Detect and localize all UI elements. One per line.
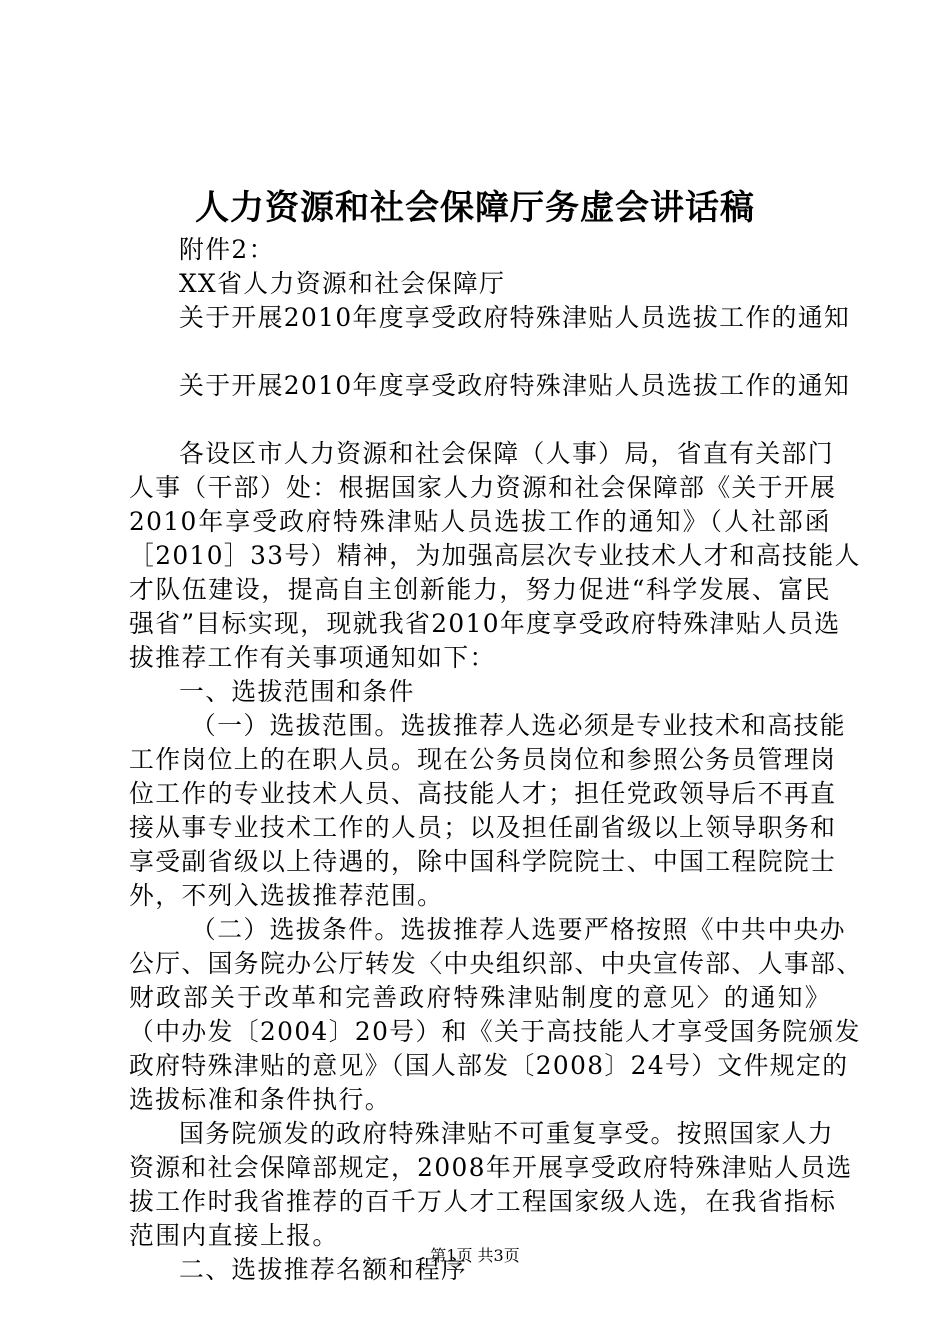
paragraph-line: 财政部关于改革和完善政府特殊津贴制度的意见〉的通知》 xyxy=(129,983,831,1012)
paragraph-line: 强省”目标实现，现就我省2010年度享受政府特殊津贴人员选 xyxy=(129,609,841,638)
paragraph-line: 各设区市人力资源和社会保障（人事）局，省直有关部门 xyxy=(179,439,834,468)
paragraph-allowance xyxy=(129,1117,853,1253)
paragraph-line: 拔工作时我省推荐的百千万人才工程国家级人选，在我省指标 xyxy=(129,1187,837,1216)
spacer xyxy=(129,335,831,369)
issuing-department: XX省人力资源和社会保障厅 xyxy=(179,269,506,298)
spacer xyxy=(129,403,831,437)
paragraph-line: （二）选拔条件。选拔推荐人选要严格按照《中共中央办 xyxy=(191,915,846,944)
paragraph-line: 政府特殊津贴的意见》（国人部发〔2008〕24号）文件规定的 xyxy=(129,1051,849,1080)
paragraph-line: 2010年享受政府特殊津贴人员选拔工作的通知》（人社部函 xyxy=(129,507,831,536)
document-title: 人力资源和社会保障厅务虚会讲话稿 xyxy=(195,188,755,228)
paragraph-line: 位工作的专业技术人员、高技能人才；担任党政领导后不再直 xyxy=(129,779,837,808)
paragraph-line: （中办发〔2004〕20号）和《关于高技能人才享受国务院颁发 xyxy=(129,1017,861,1046)
paragraph-line: 资源和社会保障部规定，2008年开展享受政府特殊津贴人员选 xyxy=(129,1153,853,1182)
section-heading: 一、选拔范围和条件 xyxy=(179,677,415,706)
paragraph-conditions xyxy=(129,913,863,1117)
paragraph-line: 拔推荐工作有关事项通知如下： xyxy=(129,643,496,672)
paragraph-line: 范围内直接上报。 xyxy=(129,1221,339,1250)
notice-title: 关于开展2010年度享受政府特殊津贴人员选拔工作的通知 xyxy=(179,371,851,400)
paragraph-line: 选拔标准和条件执行。 xyxy=(129,1085,391,1114)
paragraph-line: 才队伍建设，提高自主创新能力，努力促进“科学发展、富民 xyxy=(129,575,831,604)
paragraph-line: （一）选拔范围。选拔推荐人选必须是专业技术和高技能 xyxy=(191,711,846,740)
paragraph-line: 人事（干部）处：根据国家人力资源和社会保障部《关于开展 xyxy=(129,473,837,502)
page-number: 第1页 共3页 xyxy=(430,1246,520,1265)
paragraph-intro xyxy=(129,437,861,675)
document-body xyxy=(129,233,863,1287)
paragraph-line: 工作岗位上的在职人员。现在公务员岗位和参照公务员管理岗 xyxy=(129,745,837,774)
paragraph-line: 接从事专业技术工作的人员；以及担任副省级以上领导职务和 xyxy=(129,813,837,842)
paragraph-scope xyxy=(129,709,846,913)
paragraph-line: ［2010］33号）精神，为加强高层次专业技术人才和高技能人 xyxy=(129,541,861,570)
paragraph-line: 享受副省级以上待遇的，除中国科学院院士、中国工程院院士 xyxy=(129,847,837,876)
section-heading: 二、选拔推荐名额和程序 xyxy=(179,1255,468,1284)
paragraph-line: 公厅、国务院办公厅转发〈中央组织部、中央宣传部、人事部、 xyxy=(129,949,863,978)
attachment-label: 附件2： xyxy=(179,235,275,264)
paragraph-line: 外，不列入选拔推荐范围。 xyxy=(129,881,444,910)
notice-heading: 关于开展2010年度享受政府特殊津贴人员选拔工作的通知 xyxy=(179,303,851,332)
paragraph-line: 国务院颁发的政府特殊津贴不可重复享受。按照国家人力 xyxy=(179,1119,834,1148)
